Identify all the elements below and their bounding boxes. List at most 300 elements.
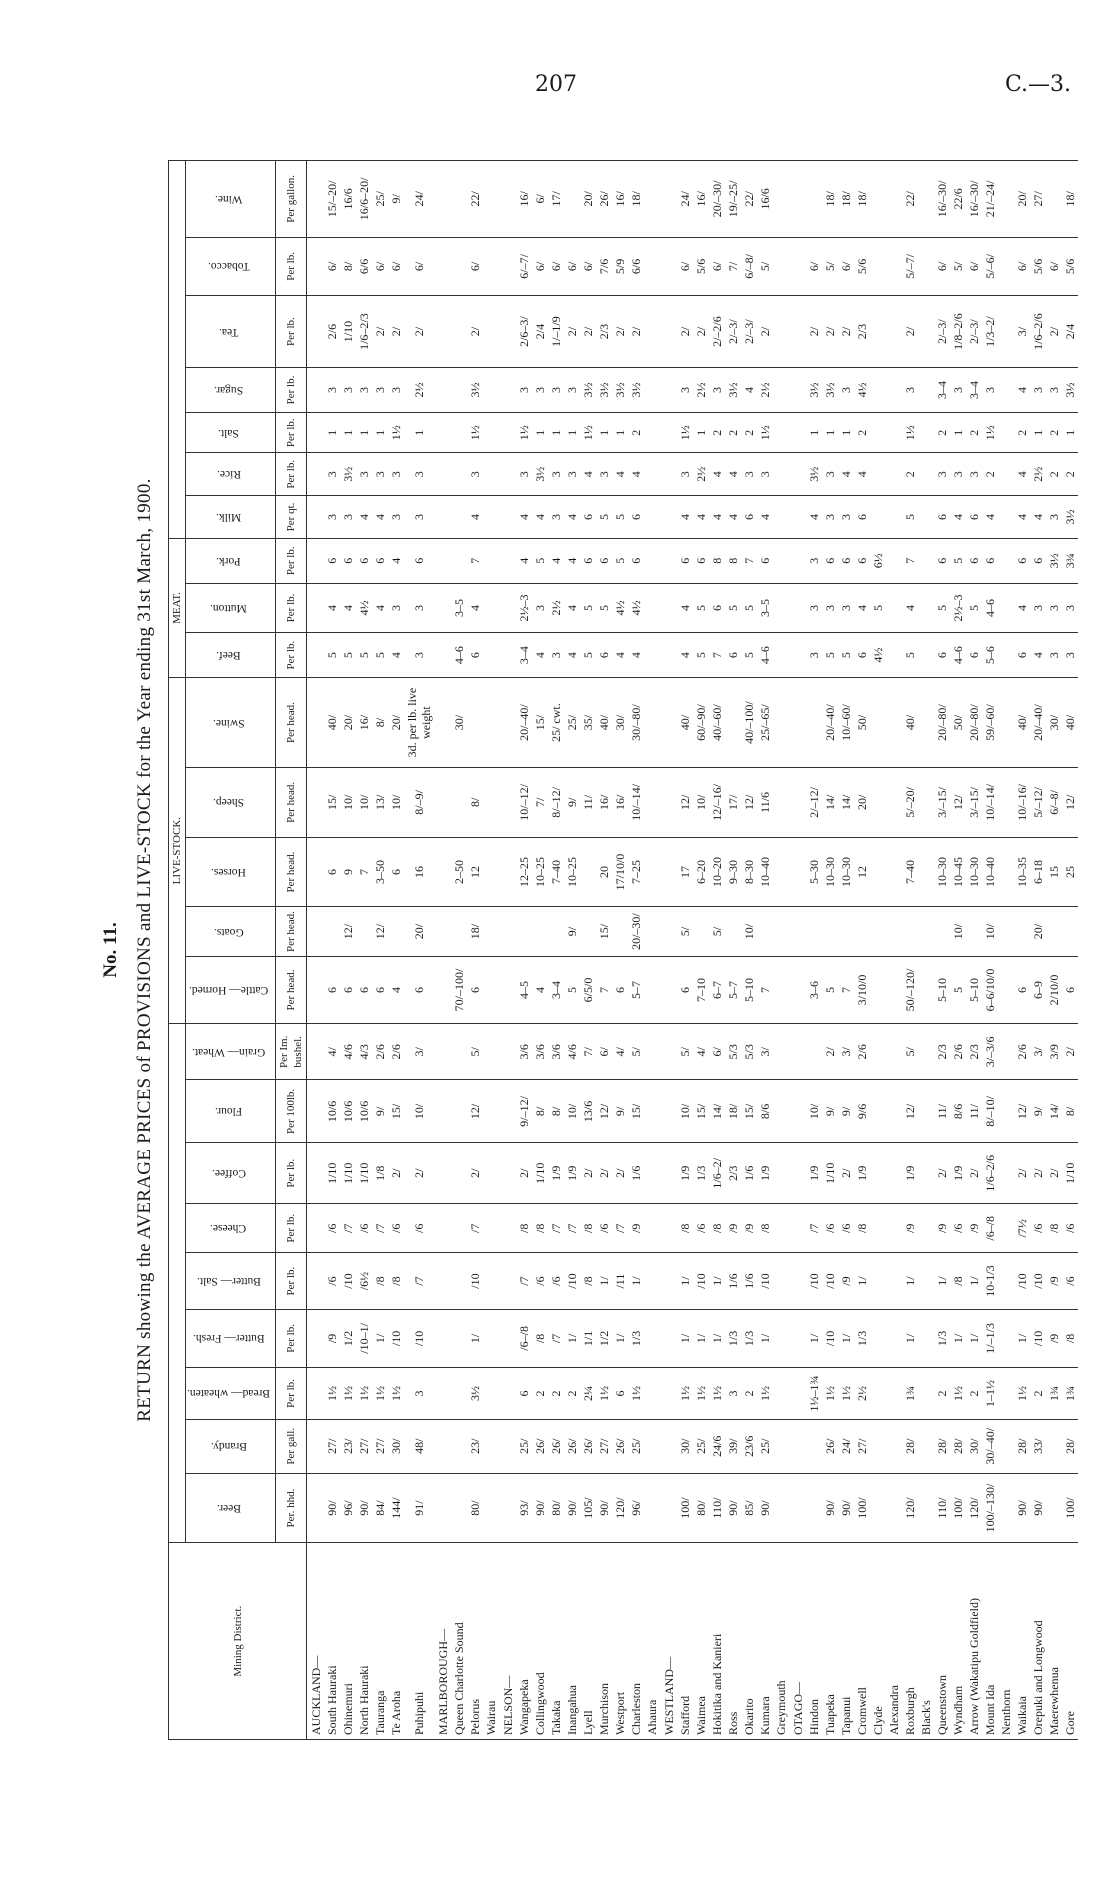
- header-grain: [186, 1024, 276, 1080]
- cell-wine: 16/: [693, 161, 709, 238]
- cell-wine: 18/: [838, 161, 854, 238]
- cell-beer: 90/: [838, 1473, 854, 1543]
- cell-tobacco: 5/6: [1030, 237, 1046, 295]
- cell-brandy: 26/: [612, 1419, 628, 1473]
- cell-mutton: 4: [677, 583, 693, 632]
- cell-cattle: 6: [356, 956, 372, 1023]
- cell-brandy: 27/: [854, 1419, 870, 1473]
- cell-tobacco: [886, 237, 902, 295]
- cell-sugar: [870, 368, 886, 413]
- table-cell: [660, 296, 677, 368]
- table-cell: [434, 678, 451, 768]
- cell-grain: 3/: [404, 1024, 434, 1080]
- cell-cheese: /6: [324, 1204, 340, 1253]
- cell-rice: 2½: [693, 453, 709, 496]
- table-cell: [307, 538, 325, 583]
- table-cell: [660, 1309, 677, 1367]
- cell-butter_fresh: 1/: [709, 1309, 725, 1367]
- cell-goats: 5/: [677, 907, 693, 956]
- cell-horses: 7–25: [628, 837, 644, 907]
- cell-goats: [1014, 907, 1030, 956]
- cell-wine: [998, 161, 1014, 238]
- cell-goats: [532, 907, 548, 956]
- cell-salt: 1½: [580, 412, 596, 452]
- cell-tobacco: 6/: [1014, 237, 1030, 295]
- cell-butter_fresh: 1/3: [725, 1309, 741, 1367]
- cell-goats: [806, 907, 822, 956]
- table-row: [324, 161, 340, 1740]
- cell-cattle: 5: [564, 956, 580, 1023]
- cell-swine: [467, 678, 483, 768]
- cell-butter_fresh: /10–1/: [356, 1309, 372, 1367]
- table-cell: [789, 1419, 806, 1473]
- cell-horses: 10–45: [950, 837, 966, 907]
- cell-tobacco: 7/: [725, 237, 741, 295]
- cell-butter_salt: /10: [340, 1253, 356, 1309]
- cell-beef: 5: [693, 633, 709, 678]
- cell-beer: 120/: [612, 1473, 628, 1543]
- cell-wine: 16/6–20/: [356, 161, 372, 238]
- cell-goats: [356, 907, 372, 956]
- table-cell: [434, 368, 451, 413]
- table-cell: [499, 1309, 516, 1367]
- cell-butter_fresh: 1/: [467, 1309, 483, 1367]
- prices-table: [168, 160, 1078, 1740]
- cell-bread: 1½: [709, 1368, 725, 1420]
- district-name: Black's: [918, 1543, 934, 1740]
- cell-tobacco: 6/–7/: [516, 237, 532, 295]
- cell-butter_salt: 1/: [628, 1253, 644, 1309]
- cell-tobacco: 6/: [467, 237, 483, 295]
- cell-brandy: 23/: [340, 1419, 356, 1473]
- cell-cheese: /8: [516, 1204, 532, 1253]
- cell-butter_fresh: /10: [388, 1309, 404, 1367]
- cell-sheep: 11/: [580, 768, 596, 838]
- cell-grain: 4/: [612, 1024, 628, 1080]
- cell-cheese: /6: [1062, 1204, 1078, 1253]
- header-label: Tea.: [218, 325, 239, 338]
- unit-sheep: Per head.: [276, 768, 307, 838]
- district-name: Queen Charlotte Sound: [451, 1543, 467, 1740]
- cell-butter_salt: [918, 1253, 934, 1309]
- cell-swine: 40/: [1062, 678, 1078, 768]
- cell-swine: 30/–80/: [628, 678, 644, 768]
- table-cell: [660, 1143, 677, 1204]
- cell-beef: 4: [677, 633, 693, 678]
- cell-milk: 4: [677, 496, 693, 539]
- cell-grain: 2/3: [966, 1024, 982, 1080]
- cell-swine: 59/–60/: [982, 678, 998, 768]
- cell-butter_fresh: [886, 1309, 902, 1367]
- cell-beef: 6: [596, 633, 612, 678]
- cell-bread: 1½–1¾: [806, 1368, 822, 1420]
- cell-butter_salt: /7: [404, 1253, 434, 1309]
- cell-swine: 25/–65/: [757, 678, 773, 768]
- cell-sheep: 16/: [612, 768, 628, 838]
- cell-goats: 9/: [564, 907, 580, 956]
- cell-swine: 15/: [532, 678, 548, 768]
- cell-beef: 5: [902, 633, 918, 678]
- cell-sugar: 3: [902, 368, 918, 413]
- group-blank: [169, 1024, 186, 1543]
- header-label: Beer.: [216, 1502, 241, 1515]
- table-row: [580, 161, 596, 1740]
- table-cell: [307, 633, 325, 678]
- cell-goats: 10/: [741, 907, 757, 956]
- cell-flour: [483, 1080, 499, 1143]
- cell-pork: 6: [677, 538, 693, 583]
- cell-horses: 6: [388, 837, 404, 907]
- cell-pork: 6: [356, 538, 372, 583]
- table-cell: [660, 496, 677, 539]
- cell-coffee: 1/9: [950, 1143, 966, 1204]
- cell-horses: [483, 837, 499, 907]
- table-cell: [434, 1204, 451, 1253]
- cell-cheese: /7: [340, 1204, 356, 1253]
- table-cell: [499, 678, 516, 768]
- cell-bread: [773, 1368, 789, 1420]
- cell-pork: 6: [404, 538, 434, 583]
- cell-brandy: 27/: [356, 1419, 372, 1473]
- cell-tobacco: 5/6: [1062, 237, 1078, 295]
- cell-beef: 6: [467, 633, 483, 678]
- cell-coffee: 2/: [388, 1143, 404, 1204]
- cell-swine: [644, 678, 660, 768]
- cell-flour: 10/6: [324, 1080, 340, 1143]
- cell-goats: [548, 907, 564, 956]
- cell-butter_fresh: [644, 1309, 660, 1367]
- cell-mutton: 5: [580, 583, 596, 632]
- cell-flour: 11/: [934, 1080, 950, 1143]
- cell-swine: 25/ cwt.: [548, 678, 564, 768]
- cell-rice: 3: [356, 453, 372, 496]
- cell-pork: 5: [950, 538, 966, 583]
- cell-flour: 9/: [612, 1080, 628, 1143]
- cell-grain: 3/9: [1046, 1024, 1062, 1080]
- cell-horses: 16: [404, 837, 434, 907]
- cell-horses: 15: [1046, 837, 1062, 907]
- table-row: [693, 161, 709, 1740]
- cell-wine: [886, 161, 902, 238]
- cell-salt: 1: [693, 412, 709, 452]
- cell-brandy: 23/: [467, 1419, 483, 1473]
- cell-salt: [870, 412, 886, 452]
- table-cell: [434, 1024, 451, 1080]
- table-row: [709, 161, 725, 1740]
- cell-pork: 6: [596, 538, 612, 583]
- cell-sugar: [773, 368, 789, 413]
- table-row: [741, 161, 757, 1740]
- table-cell: [789, 1368, 806, 1420]
- unit-cattle: Per head.: [276, 956, 307, 1023]
- table-cell: [307, 237, 325, 295]
- table-row: [612, 161, 628, 1740]
- header-mutton: [186, 583, 276, 632]
- cell-rice: [483, 453, 499, 496]
- cell-brandy: 48/: [404, 1419, 434, 1473]
- cell-grain: 3/–3/6: [982, 1024, 998, 1080]
- cell-tobacco: 6/: [677, 237, 693, 295]
- cell-coffee: 1/9: [677, 1143, 693, 1204]
- table-cell: [434, 538, 451, 583]
- cell-goats: 12/: [372, 907, 388, 956]
- cell-brandy: [1046, 1419, 1062, 1473]
- table-cell: [307, 412, 325, 452]
- cell-horses: 7–40: [902, 837, 918, 907]
- cell-goats: [388, 907, 404, 956]
- cell-milk: 4: [1030, 496, 1046, 539]
- cell-butter_fresh: 1/: [950, 1309, 966, 1367]
- table-cell: [499, 453, 516, 496]
- table-cell: [307, 1143, 325, 1204]
- unit-flour: Per 100lb.: [276, 1080, 307, 1143]
- cell-tea: 2/: [902, 296, 918, 368]
- cell-sheep: 12/: [741, 768, 757, 838]
- district-name: Waikaia: [1014, 1543, 1030, 1740]
- cell-tea: 2/: [757, 296, 773, 368]
- cell-milk: 3: [822, 496, 838, 539]
- table-cell: [499, 956, 516, 1023]
- cell-rice: 3: [388, 453, 404, 496]
- table-row: [372, 161, 388, 1740]
- district-name: North Hauraki: [356, 1543, 372, 1740]
- cell-butter_salt: /6½: [356, 1253, 372, 1309]
- cell-swine: 10/–60/: [838, 678, 854, 768]
- unit-swine: Per head.: [276, 678, 307, 768]
- cell-coffee: 2/: [516, 1143, 532, 1204]
- cell-salt: [451, 412, 467, 452]
- cell-sugar: 3: [324, 368, 340, 413]
- cell-bread: 2: [966, 1368, 982, 1420]
- table-cell: [660, 1419, 677, 1473]
- cell-sugar: 4½: [854, 368, 870, 413]
- cell-butter_fresh: [483, 1309, 499, 1367]
- table-cell: [307, 1473, 325, 1543]
- cell-butter_salt: /11: [612, 1253, 628, 1309]
- cell-tobacco: 6/: [324, 237, 340, 295]
- cell-bread: 2¼: [580, 1368, 596, 1420]
- cell-tobacco: 6/: [580, 237, 596, 295]
- cell-beer: 144/: [388, 1473, 404, 1543]
- cell-tobacco: 6/: [806, 237, 822, 295]
- cell-salt: 1: [612, 412, 628, 452]
- table-cell: [789, 538, 806, 583]
- cell-rice: [644, 453, 660, 496]
- region-name: [660, 1543, 677, 1740]
- cell-milk: 6: [934, 496, 950, 539]
- cell-rice: 3: [934, 453, 950, 496]
- cell-beer: 90/: [532, 1473, 548, 1543]
- cell-milk: 3: [324, 496, 340, 539]
- cell-flour: 8/6: [950, 1080, 966, 1143]
- cell-milk: [483, 496, 499, 539]
- table-cell: [434, 633, 451, 678]
- cell-salt: 1: [356, 412, 372, 452]
- cell-pork: 6: [372, 538, 388, 583]
- cell-butter_fresh: /9: [324, 1309, 340, 1367]
- cell-goats: [822, 907, 838, 956]
- cell-horses: 8–30: [741, 837, 757, 907]
- cell-cattle: 5–7: [628, 956, 644, 1023]
- cell-bread: 1–1½: [982, 1368, 998, 1420]
- cell-beef: 5: [340, 633, 356, 678]
- table-body: [307, 161, 1079, 1740]
- cell-flour: 8/: [548, 1080, 564, 1143]
- cell-flour: 10/6: [356, 1080, 372, 1143]
- table-cell: [499, 161, 516, 238]
- cell-butter_salt: /10: [693, 1253, 709, 1309]
- table-cell: [789, 237, 806, 295]
- header-label: Horses.: [211, 866, 246, 879]
- cell-pork: [644, 538, 660, 583]
- cell-rice: 4: [725, 453, 741, 496]
- cell-brandy: 24/: [838, 1419, 854, 1473]
- cell-cattle: 5–10: [966, 956, 982, 1023]
- cell-beef: 5–6: [982, 633, 998, 678]
- cell-beer: [886, 1473, 902, 1543]
- table-cell: [434, 453, 451, 496]
- cell-coffee: [998, 1143, 1014, 1204]
- header-rice: [186, 453, 276, 496]
- cell-pork: 5: [532, 538, 548, 583]
- cell-goats: [966, 907, 982, 956]
- unit-salt: Per lb.: [276, 412, 307, 452]
- table-row: [725, 161, 741, 1740]
- cell-sugar: 3: [340, 368, 356, 413]
- cell-brandy: 24/6: [709, 1419, 725, 1473]
- cell-rice: 4: [854, 453, 870, 496]
- cell-brandy: 27/: [324, 1419, 340, 1473]
- table-cell: [499, 1368, 516, 1420]
- cell-wine: [1046, 161, 1062, 238]
- cell-bread: 1½: [628, 1368, 644, 1420]
- cell-milk: 3: [838, 496, 854, 539]
- cell-mutton: 2½: [548, 583, 564, 632]
- table-cell: [434, 237, 451, 295]
- cell-salt: 2: [725, 412, 741, 452]
- table-cell: [434, 768, 451, 838]
- header-label: Sugar.: [213, 384, 244, 396]
- cell-tea: 2/: [806, 296, 822, 368]
- district-name: Cromwell: [854, 1543, 870, 1740]
- cell-grain: 3/: [838, 1024, 854, 1080]
- header-tobacco: [186, 237, 276, 295]
- cell-cattle: 7: [757, 956, 773, 1023]
- table-row: [838, 161, 854, 1740]
- cell-coffee: 2/: [966, 1143, 982, 1204]
- cell-swine: 30/: [451, 678, 467, 768]
- table-row: [628, 161, 644, 1740]
- cell-mutton: 2½–3: [516, 583, 532, 632]
- cell-bread: [644, 1368, 660, 1420]
- cell-cheese: /8: [580, 1204, 596, 1253]
- cell-goats: [773, 907, 789, 956]
- cell-beef: 3: [404, 633, 434, 678]
- cell-rice: [886, 453, 902, 496]
- cell-bread: [918, 1368, 934, 1420]
- cell-butter_fresh: /10: [1030, 1309, 1046, 1367]
- table-cell: [499, 583, 516, 632]
- cell-wine: 16/–30/: [934, 161, 950, 238]
- table-cell: [307, 161, 325, 238]
- cell-brandy: [451, 1419, 467, 1473]
- cell-goats: [451, 907, 467, 956]
- unit-butter_fresh: Per lb.: [276, 1309, 307, 1367]
- cell-bread: 2: [548, 1368, 564, 1420]
- cell-horses: 17/10/0: [612, 837, 628, 907]
- cell-butter_salt: 10-1/3: [982, 1253, 998, 1309]
- cell-sheep: [773, 768, 789, 838]
- cell-goats: [934, 907, 950, 956]
- cell-cattle: 6: [612, 956, 628, 1023]
- cell-milk: 4: [950, 496, 966, 539]
- table-cell: [789, 1143, 806, 1204]
- cell-pork: 4: [548, 538, 564, 583]
- cell-coffee: 1/10: [822, 1143, 838, 1204]
- district-name: Ross: [725, 1543, 741, 1740]
- cell-tea: [644, 296, 660, 368]
- cell-milk: 4: [467, 496, 483, 539]
- cell-tobacco: 6/: [838, 237, 854, 295]
- cell-tobacco: 7/6: [596, 237, 612, 295]
- cell-bread: 1¾: [1046, 1368, 1062, 1420]
- cell-salt: 1: [548, 412, 564, 452]
- cell-salt: 1: [596, 412, 612, 452]
- cell-horses: 9: [340, 837, 356, 907]
- header-label: Grain— Wheat.: [191, 1045, 266, 1058]
- cell-cattle: [886, 956, 902, 1023]
- cell-rice: 3: [950, 453, 966, 496]
- district-name: Roxburgh: [902, 1543, 918, 1740]
- table-cell: [789, 296, 806, 368]
- cell-tea: 2/3: [596, 296, 612, 368]
- cell-bread: 1½: [693, 1368, 709, 1420]
- cell-milk: 4: [806, 496, 822, 539]
- cell-beer: 100/: [677, 1473, 693, 1543]
- table-row: [966, 161, 982, 1740]
- cell-cheese: /6: [404, 1204, 434, 1253]
- cell-beer: [483, 1473, 499, 1543]
- cell-coffee: 1/10: [1062, 1143, 1078, 1204]
- district-name: Hokitika and Kanieri: [709, 1543, 725, 1740]
- table-cell: [789, 1253, 806, 1309]
- cell-rice: 3½: [806, 453, 822, 496]
- unit-tea: Per lb.: [276, 296, 307, 368]
- cell-horses: 25: [1062, 837, 1078, 907]
- cell-mutton: [773, 583, 789, 632]
- cell-wine: 22/: [467, 161, 483, 238]
- table-cell: [660, 1473, 677, 1543]
- table-cell: [434, 1080, 451, 1143]
- cell-salt: 2: [934, 412, 950, 452]
- cell-salt: 2: [966, 412, 982, 452]
- cell-brandy: [870, 1419, 886, 1473]
- cell-milk: 4: [709, 496, 725, 539]
- cell-sugar: [998, 368, 1014, 413]
- cell-butter_fresh: 1/3: [854, 1309, 870, 1367]
- cell-wine: 16/6: [340, 161, 356, 238]
- cell-butter_salt: /10: [806, 1253, 822, 1309]
- cell-milk: [886, 496, 902, 539]
- cell-sugar: 3: [532, 368, 548, 413]
- cell-pork: 7: [902, 538, 918, 583]
- cell-swine: 20/–40/: [516, 678, 532, 768]
- cell-flour: 12/: [902, 1080, 918, 1143]
- header-butter_fresh: [186, 1309, 276, 1367]
- cell-wine: 18/: [854, 161, 870, 238]
- cell-sugar: 3: [982, 368, 998, 413]
- cell-sheep: [483, 768, 499, 838]
